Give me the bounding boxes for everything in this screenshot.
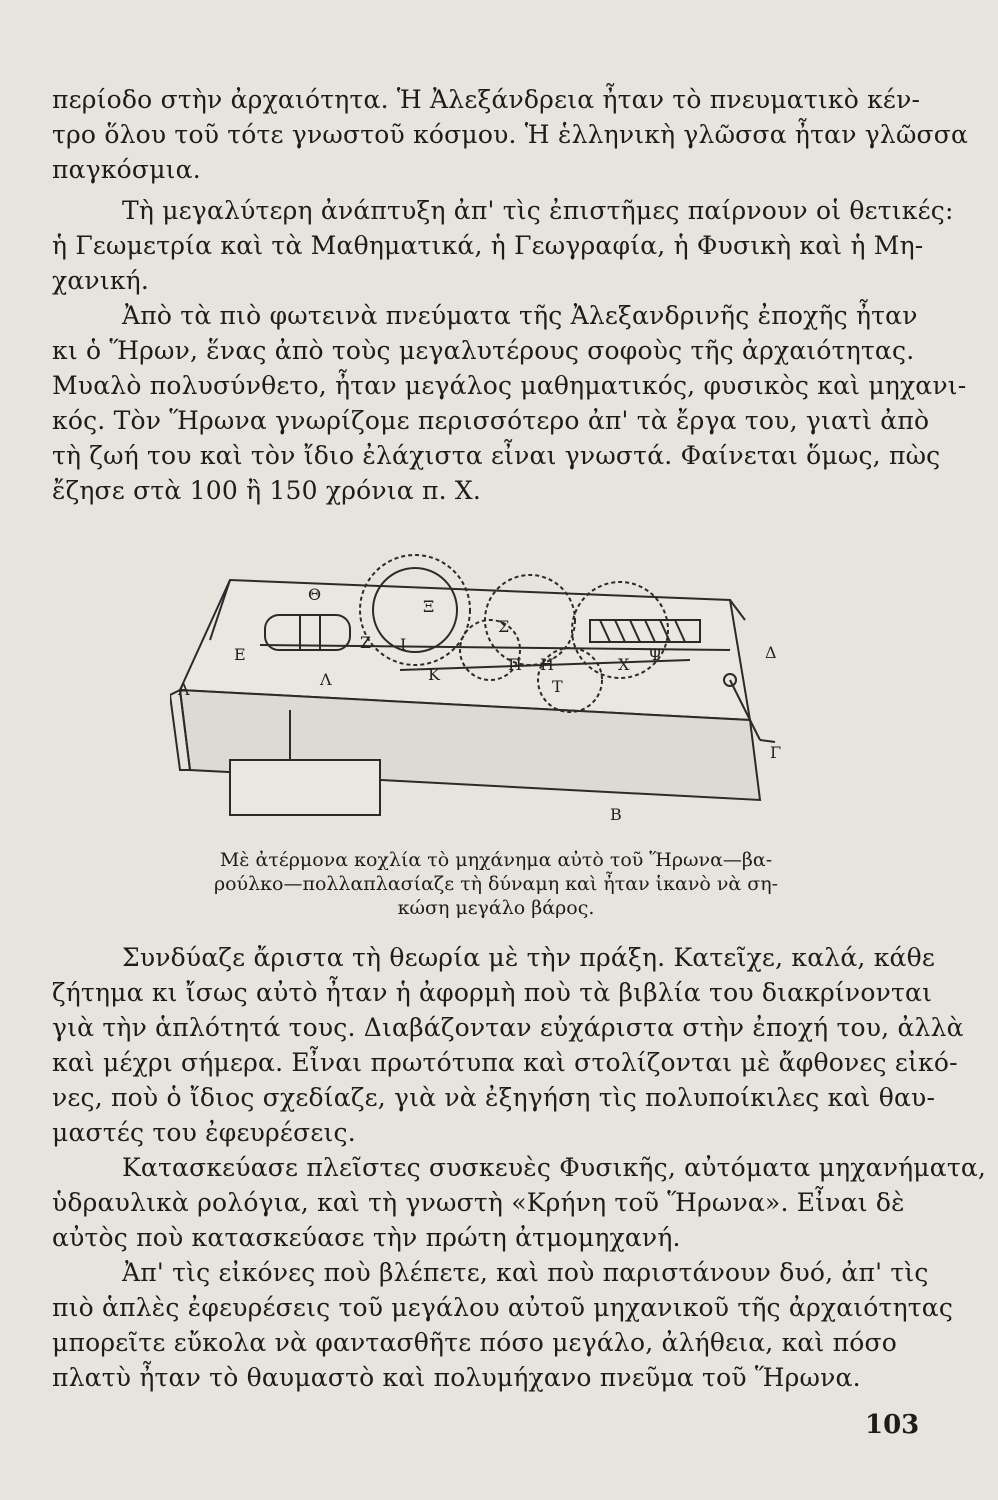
text-line: μαστές του ἐφευρέσεις. xyxy=(52,1118,356,1147)
text-line: μπορεῖτε εὔκολα νὰ φαντασθῆτε πόσο μεγάλο, ἀλήθεια, καὶ πόσο xyxy=(52,1328,898,1357)
paragraph-sciences xyxy=(52,193,954,298)
text-line: ὑδραυλικὰ ρολόγια, καὶ τὴ γνωστὴ «Κρήνη τοῦ Ἥρωνα». Εἶναι δὲ xyxy=(52,1188,905,1217)
text-line: Τὴ μεγαλύτερη ἀνάπτυξη ἀπ' τὶς ἐπιστῆμες παίρνουν οἱ θετικές: xyxy=(122,196,954,225)
figure-label: Σ xyxy=(498,617,510,636)
text-line: γιὰ τὴν ἁπλότητά τους. Διαβάζονταν εὐχάριστα στὴν ἐποχή του, ἀλλὰ xyxy=(52,1013,964,1042)
figure-label: Ζ xyxy=(360,633,372,652)
figure-label: Π xyxy=(508,655,522,674)
text-line: Ἀπὸ τὰ πιὸ φωτεινὰ πνεύματα τῆς Ἀλεξανδρινῆς ἐποχῆς ἦταν xyxy=(122,301,918,330)
text-line: ἡ Γεωμετρία καὶ τὰ Μαθηματικά, ἡ Γεωγραφία, ἡ Φυσικὴ καὶ ἡ Μη- xyxy=(52,231,924,260)
text-line: αὐτὸς ποὺ κατασκεύασε τὴν πρώτη ἀτμομηχανή. xyxy=(52,1223,681,1252)
text-line: Κατασκεύασε πλεῖστες συσκευὲς Φυσικῆς, αὐτόματα μηχανήματα, xyxy=(122,1153,987,1182)
text-line: ζήτημα κι ἴσως αὐτὸ ἦταν ἡ ἀφορμὴ ποὺ τὰ βιβλία του διακρίνονται xyxy=(52,978,933,1007)
barulkos-drawing xyxy=(170,520,810,830)
figure-label: Χ xyxy=(618,655,630,674)
caption-line: ρούλκο—πολλαπλασίαζε τὴ δύναμη καὶ ἦταν ἱκανὸ νὰ ση- xyxy=(213,873,779,895)
figure-label: Λ xyxy=(320,670,332,689)
text-line: Ἀπ' τὶς εἰκόνες ποὺ βλέπετε, καὶ ποὺ παριστάνουν δυό, ἀπ' τὶς xyxy=(122,1258,929,1287)
text-line: χανική. xyxy=(52,266,149,295)
paragraphs-heron-works xyxy=(52,940,987,1395)
text-line: τρο ὅλου τοῦ τότε γνωστοῦ κόσμου. Ἡ ἑλληνικὴ γλῶσσα ἦταν γλῶσσα xyxy=(52,120,969,149)
caption-line: Μὲ ἀτέρμονα κοχλία τὸ μηχάνημα αὐτὸ τοῦ Ἥρωνα—βα- xyxy=(219,849,773,871)
text-line: πιὸ ἁπλὲς ἐφευρέσεις τοῦ μεγάλου αὐτοῦ μηχανικοῦ τῆς ἀρχαιότητας xyxy=(52,1293,954,1322)
text-line: περίοδο στὴν ἀρχαιότητα. Ἡ Ἀλεξάνδρεια ἦταν τὸ πνευματικὸ κέν- xyxy=(52,85,921,114)
paragraph-alexandria xyxy=(52,82,969,187)
figure-label: Κ xyxy=(428,665,440,684)
figure-label: Η xyxy=(540,655,554,674)
page-number: 103 xyxy=(865,1410,920,1440)
figure-label: Τ xyxy=(552,677,563,696)
text-line: Μυαλὸ πολυσύνθετο, ἦταν μεγάλος μαθηματικός, φυσικὸς καὶ μηχανι- xyxy=(52,371,967,400)
text-line: ἔζησε στὰ 100 ἢ 150 χρόνια π. Χ. xyxy=(52,476,482,505)
figure-label: Ε xyxy=(234,645,246,664)
caption-line: κώση μεγάλο βάρος. xyxy=(397,897,595,919)
text-line: Συνδύαζε ἄριστα τὴ θεωρία μὲ τὴν πράξη. Κατεῖχε, καλά, κάθε xyxy=(122,943,936,972)
text-line: παγκόσμια. xyxy=(52,155,201,184)
figure-label: Β xyxy=(610,805,622,824)
text-line: νες, ποὺ ὁ ἴδιος σχεδίαζε, γιὰ νὰ ἐξηγήση τὶς πολυποίκιλες καὶ θαυ- xyxy=(52,1083,936,1112)
figure-caption xyxy=(176,848,816,920)
figure-label: Θ xyxy=(308,585,322,604)
figure-label: Δ xyxy=(765,643,777,662)
text-line: τὴ ζωή του καὶ τὸν ἴδιο ἐλάχιστα εἶναι γνωστά. Φαίνεται ὅμως, πὼς xyxy=(52,441,941,470)
barulkos-illustration xyxy=(170,520,810,830)
text-line: πλατὺ ἦταν τὸ θαυμαστὸ καὶ πολυμήχανο πνεῦμα τοῦ Ἥρωνα. xyxy=(52,1363,861,1392)
paragraph-heron-intro xyxy=(52,298,967,508)
figure-label: Ι xyxy=(400,635,407,654)
figure-label: Ψ xyxy=(648,645,663,664)
figure-label: Γ xyxy=(770,743,782,762)
text-line: καὶ μέχρι σήμερα. Εἶναι πρωτότυπα καὶ στολίζονται μὲ ἄφθονες εἰκό- xyxy=(52,1048,958,1077)
text-line: κι ὁ Ἥρων, ἕνας ἀπὸ τοὺς μεγαλυτέρους σοφοὺς τῆς ἀρχαιότητας. xyxy=(52,336,915,365)
text-line: κός. Τὸν Ἥρωνα γνωρίζομε περισσότερο ἀπ' τὰ ἔργα του, γιατὶ ἀπὸ xyxy=(52,406,930,435)
figure-label: Α xyxy=(178,680,190,699)
figure-label: Ξ xyxy=(423,597,435,616)
